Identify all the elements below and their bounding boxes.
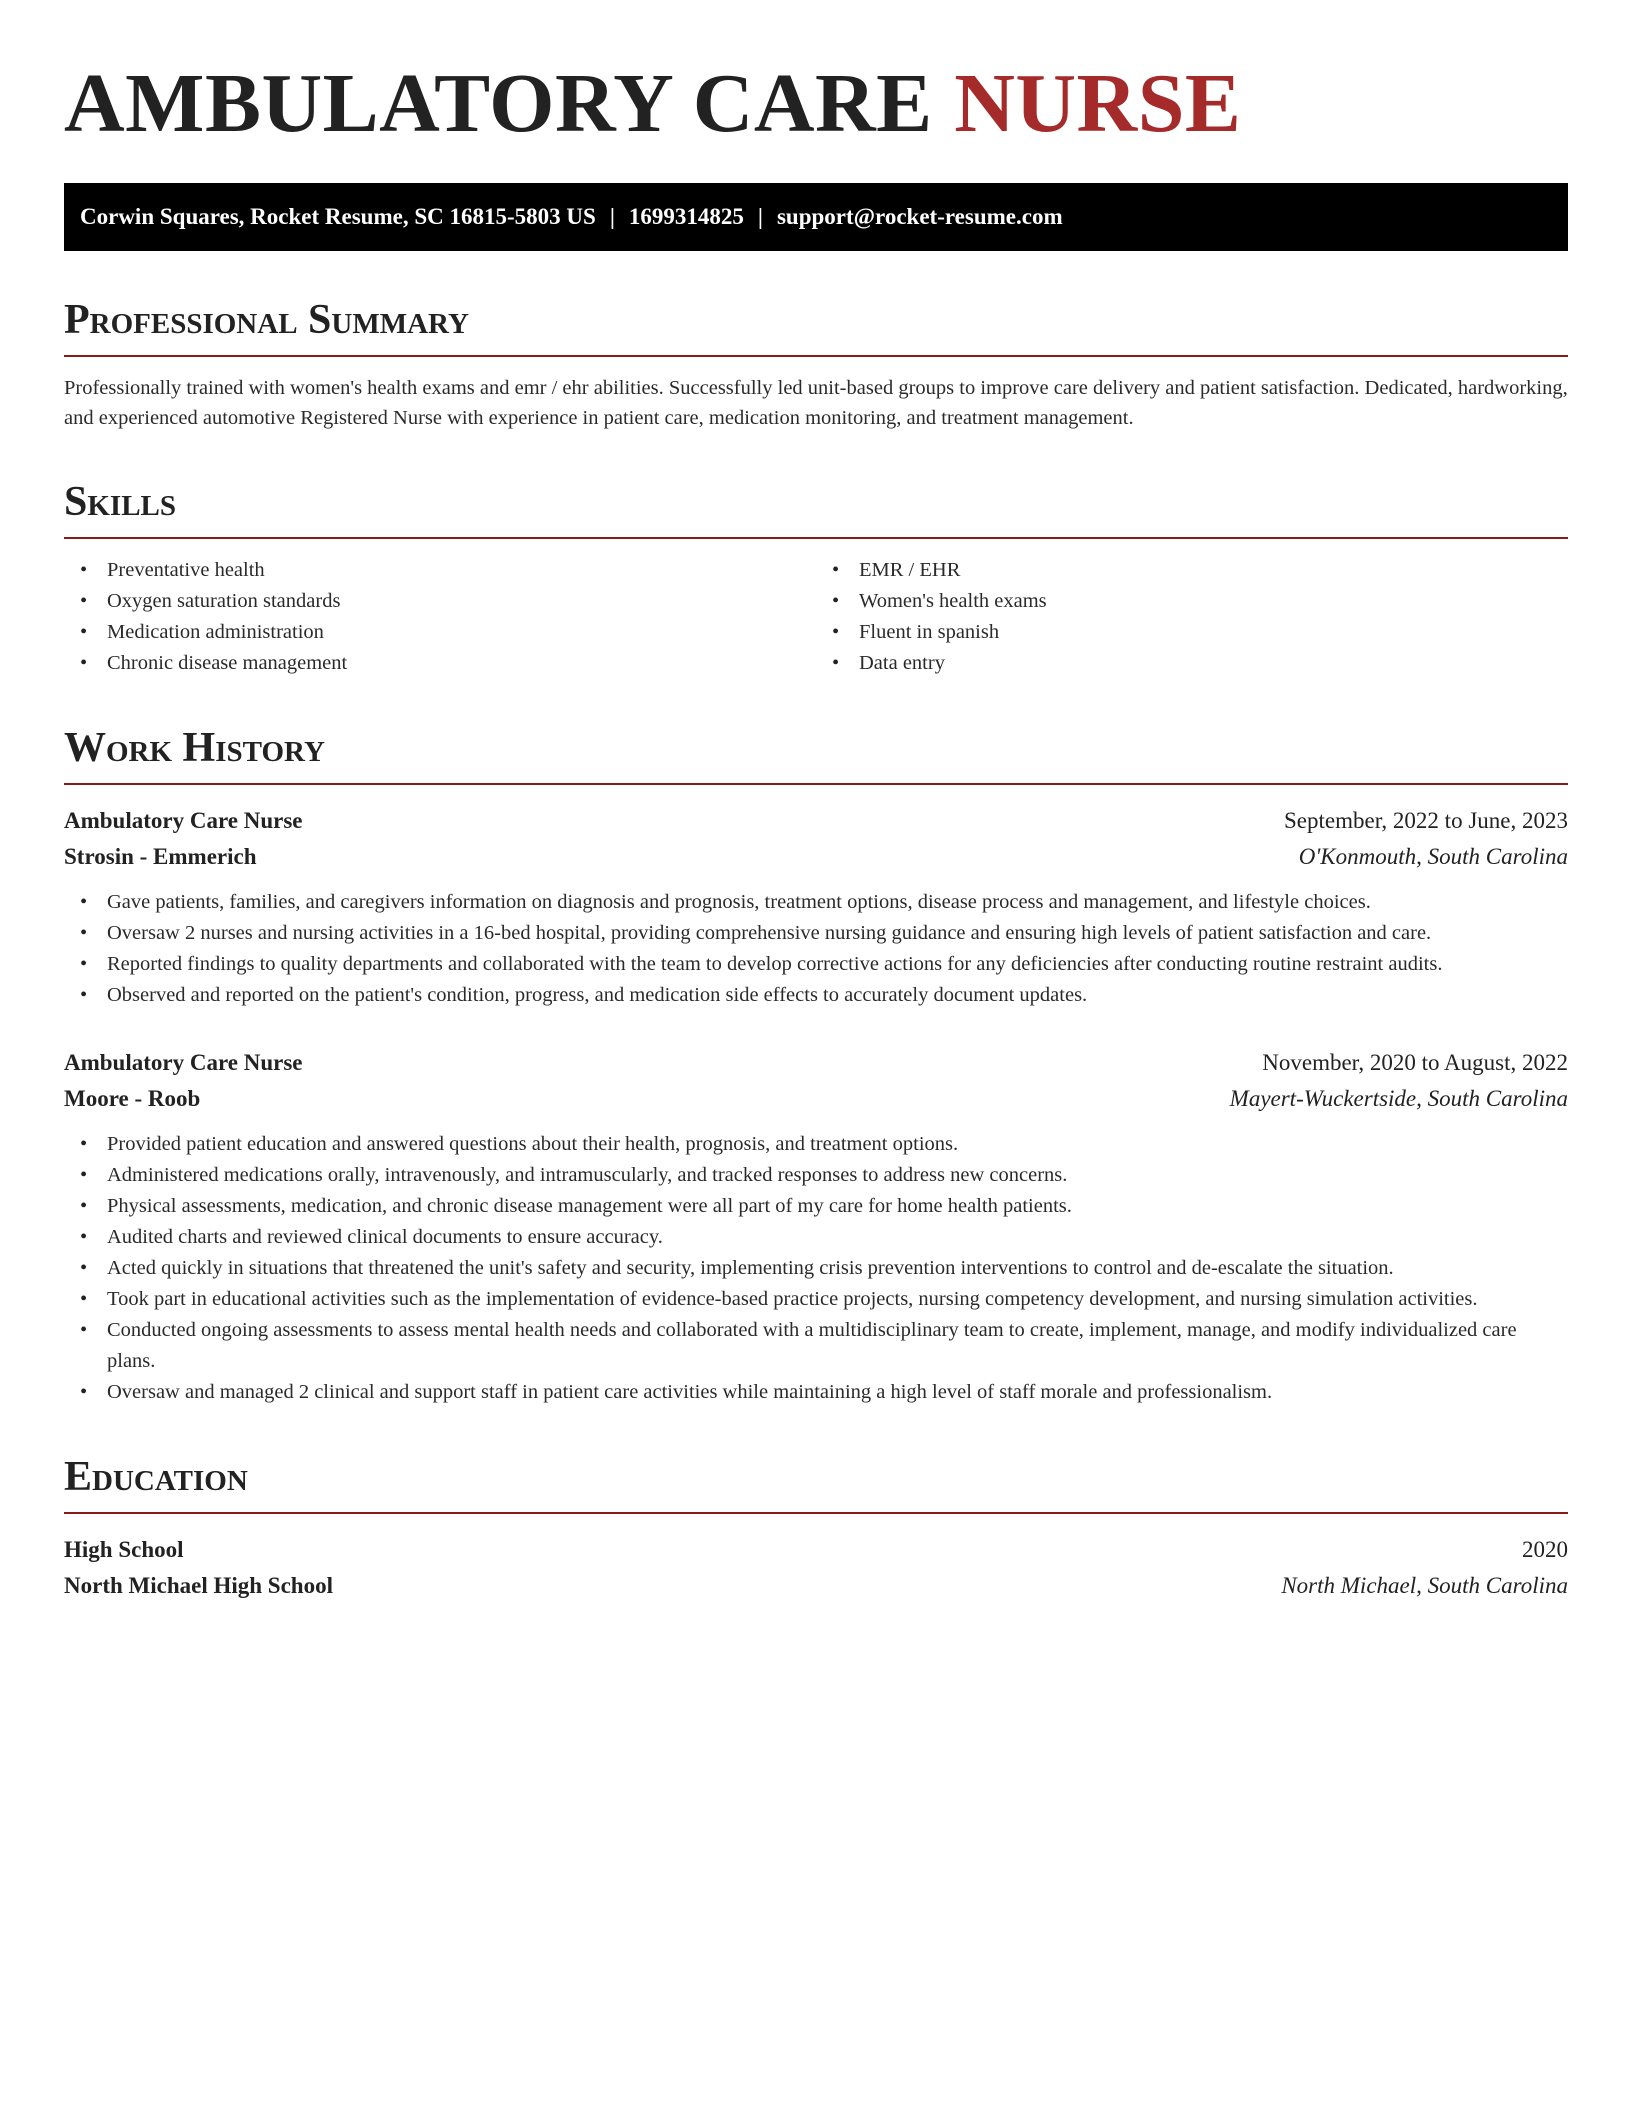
job-entry bbox=[64, 803, 1568, 1011]
job-bullet: • Provided patient education and answered questions about their health, prognosis, and treatment options. bbox=[107, 1129, 1568, 1160]
job-bullet: • Conducted ongoing assessments to assess mental health needs and collaborated with a multidisciplinary team to create, implement, manage, and modify individualized care plans. bbox=[107, 1315, 1568, 1377]
education-school: North Michael High School bbox=[64, 1573, 333, 1599]
contact-separator: | bbox=[757, 203, 763, 229]
skill-item: • Fluent in spanish bbox=[859, 617, 1568, 648]
job-location: Mayert-Wuckertside, South Carolina bbox=[1229, 1086, 1568, 1112]
contact-separator: | bbox=[609, 203, 615, 229]
skills-column-right bbox=[816, 555, 1568, 679]
job-bullet: • Gave patients, families, and caregivers information on diagnosis and prognosis, treatment options, disease process and management, and lifestyle choices. bbox=[107, 887, 1568, 918]
job-bullet: • Observed and reported on the patient's condition, progress, and medication side effects to accurately document updates. bbox=[107, 980, 1568, 1011]
skills-list bbox=[64, 555, 1568, 679]
skill-item: • EMR / EHR bbox=[859, 555, 1568, 586]
job-company: Strosin - Emmerich bbox=[64, 844, 257, 870]
title-accent: NURSE bbox=[954, 57, 1242, 150]
title-main: AMBULATORY CARE bbox=[64, 57, 933, 150]
summary-text: Professionally trained with women's health exams and emr / ehr abilities. Successfully led unit-based groups to improve care delivery and patient satisfaction. Dedicated, hardworking, and experienced automotive Registered Nurse with experience in patient care, medication monitoring, and treatment management. bbox=[64, 376, 1568, 429]
resume-title bbox=[64, 0, 1568, 153]
education-year: 2020 bbox=[1522, 1537, 1568, 1563]
job-bullet: • Oversaw and managed 2 clinical and support staff in patient care activities while maintaining a high level of staff morale and professionalism. bbox=[107, 1377, 1568, 1408]
job-company: Moore - Roob bbox=[64, 1086, 201, 1112]
job-company-row bbox=[64, 1081, 1568, 1117]
skill-item: • Oxygen saturation standards bbox=[107, 586, 816, 617]
job-bullet: • Physical assessments, medication, and chronic disease management were all part of my care for home health patients. bbox=[107, 1191, 1568, 1222]
job-header-row bbox=[64, 1045, 1568, 1081]
education-school-row bbox=[64, 1568, 1568, 1604]
job-dates: November, 2020 to August, 2022 bbox=[1262, 1050, 1568, 1076]
education-entry bbox=[64, 1532, 1568, 1604]
skills-heading: Skills bbox=[64, 479, 1568, 539]
job-bullet: • Reported findings to quality departments and collaborated with the team to develop corrective actions for any deficiencies after conducting routine restraint audits. bbox=[107, 949, 1568, 980]
contact-email: support@rocket-resume.com bbox=[776, 203, 1063, 229]
job-title: Ambulatory Care Nurse bbox=[64, 808, 303, 834]
skill-item: • Chronic disease management bbox=[107, 648, 816, 679]
job-entry bbox=[64, 1045, 1568, 1408]
education-degree-row bbox=[64, 1532, 1568, 1568]
contact-bar bbox=[64, 183, 1568, 251]
job-bullet: • Acted quickly in situations that threatened the unit's safety and security, implementing crisis prevention interventions to control and de-escalate the situation. bbox=[107, 1253, 1568, 1284]
job-dates: September, 2022 to June, 2023 bbox=[1284, 808, 1568, 834]
skill-item: • Preventative health bbox=[107, 555, 816, 586]
job-title: Ambulatory Care Nurse bbox=[64, 1050, 303, 1076]
skill-item: • Medication administration bbox=[107, 617, 816, 648]
summary-heading: Professional Summary bbox=[64, 297, 1568, 357]
job-bullet: • Administered medications orally, intravenously, and intramuscularly, and tracked responses to address new concerns. bbox=[107, 1160, 1568, 1191]
contact-phone: 1699314825 bbox=[628, 203, 744, 229]
job-header-row bbox=[64, 803, 1568, 839]
skills-column-left bbox=[64, 555, 816, 679]
job-bullet: • Oversaw 2 nurses and nursing activities in a 16-bed hospital, providing comprehensive nursing guidance and ensuring high levels of patient satisfaction and care. bbox=[107, 918, 1568, 949]
job-location: O'Konmouth, South Carolina bbox=[1298, 844, 1568, 870]
contact-address: Corwin Squares, Rocket Resume, SC 16815-5803 US bbox=[80, 203, 596, 229]
work-history-heading: Work History bbox=[64, 725, 1568, 785]
job-bullet: • Took part in educational activities such as the implementation of evidence-based practice projects, nursing competency development, and nursing simulation activities. bbox=[107, 1284, 1568, 1315]
education-degree: High School bbox=[64, 1537, 184, 1563]
job-bullets bbox=[64, 1129, 1568, 1408]
education-heading: Education bbox=[64, 1454, 1568, 1514]
job-bullets bbox=[64, 887, 1568, 1011]
education-location: North Michael, South Carolina bbox=[1281, 1573, 1568, 1599]
skill-item: • Data entry bbox=[859, 648, 1568, 679]
skill-item: • Women's health exams bbox=[859, 586, 1568, 617]
job-company-row bbox=[64, 839, 1568, 875]
job-bullet: • Audited charts and reviewed clinical documents to ensure accuracy. bbox=[107, 1222, 1568, 1253]
